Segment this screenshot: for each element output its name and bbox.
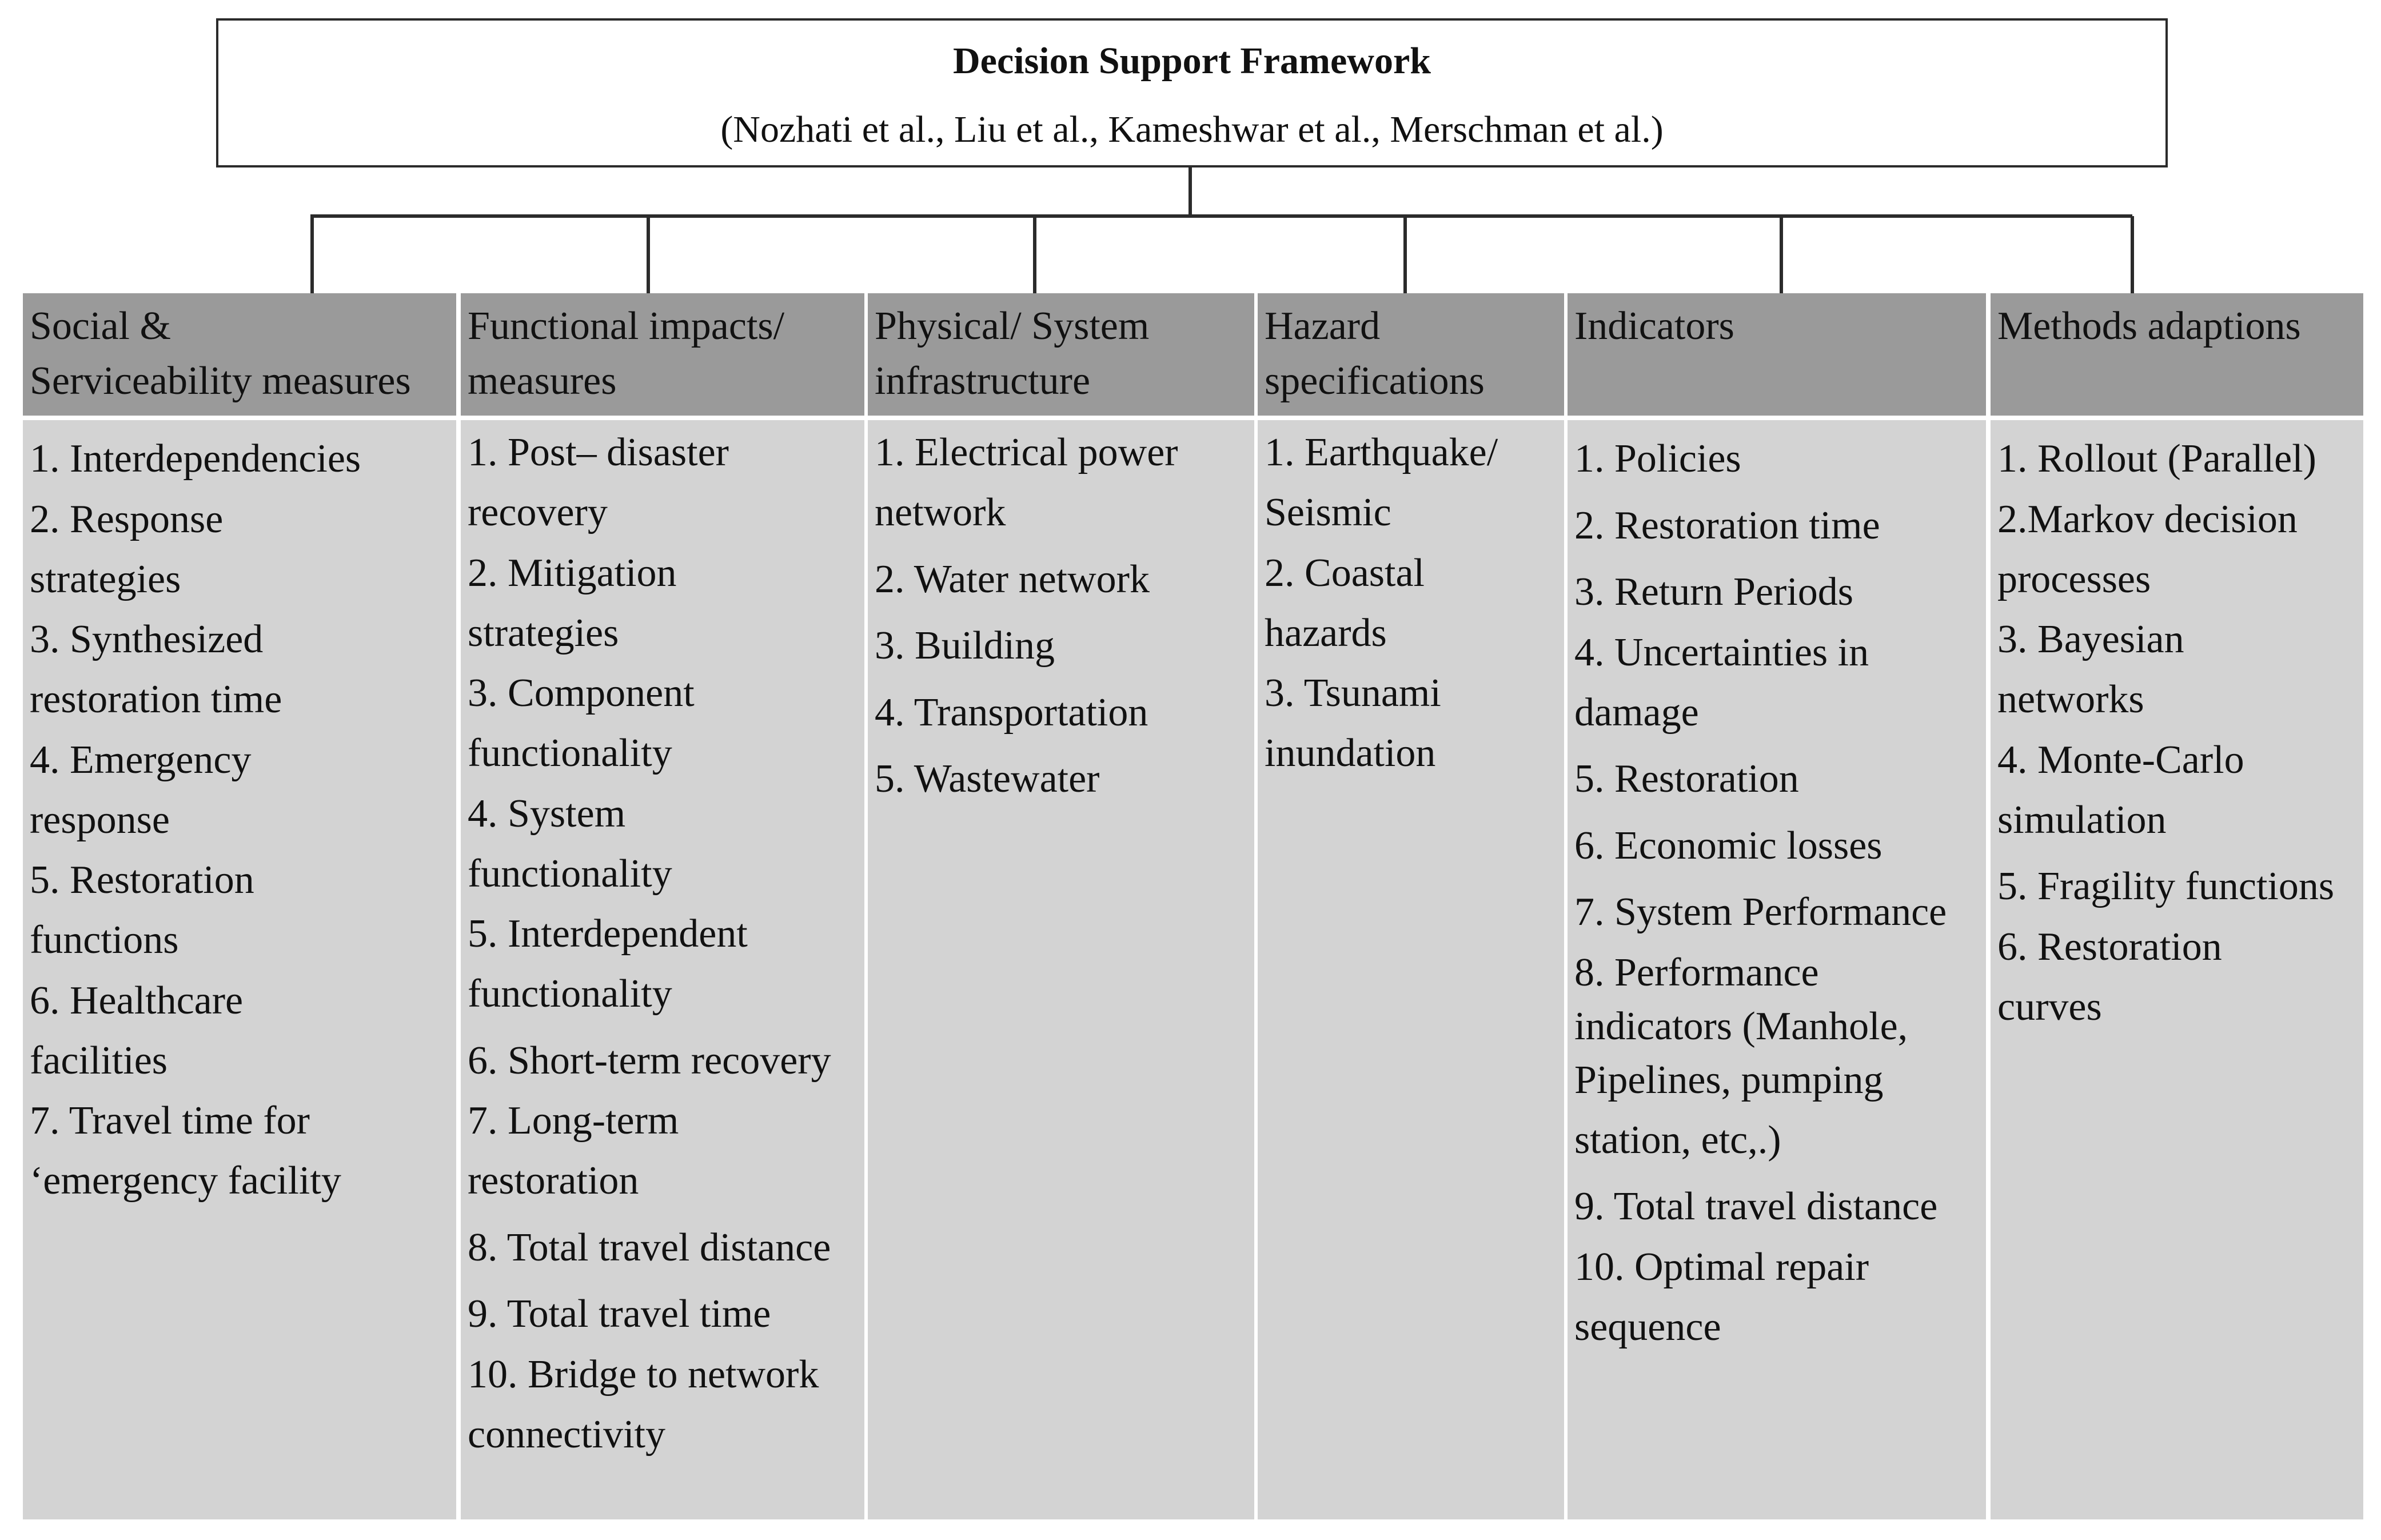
list-item-line: hazards <box>1265 611 1387 655</box>
connector-lines <box>0 0 2381 297</box>
column-header-line: Serviceability measures <box>30 359 411 403</box>
list-item-line: 5. Restoration <box>30 858 254 902</box>
framework-citation: (Nozhati et al., Liu et al., Kameshwar et al., Merschman et al.) <box>720 109 1664 150</box>
column-header <box>868 293 1254 416</box>
list-item-line: network <box>875 490 1006 534</box>
list-item-line: processes <box>1997 557 2151 601</box>
column-header-line: Hazard <box>1265 304 1381 348</box>
list-item-line: 4. System <box>468 791 626 836</box>
list-item-line: inundation <box>1265 731 1436 775</box>
list-item-line: 9. Total travel distance <box>1574 1184 1938 1228</box>
list-item-line: 10. Optimal repair <box>1574 1244 1869 1289</box>
list-item-line: 6. Restoration <box>1997 924 2222 969</box>
list-item-line: curves <box>1997 984 2102 1029</box>
column-header-line: Social & <box>30 304 171 348</box>
list-item-line: response <box>30 797 170 842</box>
list-item-line: 7. Long-term <box>468 1099 679 1143</box>
list-item-line: 9. Total travel time <box>468 1292 771 1336</box>
list-item-line: indicators (Manhole, <box>1574 1004 1908 1048</box>
column-header-line: measures <box>468 359 617 403</box>
list-item-line: Pipelines, pumping <box>1574 1058 1884 1102</box>
list-item-line: 8. Performance <box>1574 950 1819 995</box>
list-item-line: 2. Restoration time <box>1574 503 1880 548</box>
list-item-line: 8. Total travel distance <box>468 1225 831 1270</box>
list-item-line: 1. Post– disaster <box>468 430 729 474</box>
column-items <box>461 420 864 1519</box>
column-header <box>1258 293 1564 416</box>
list-item-line: strategies <box>468 611 619 655</box>
column-header <box>1568 293 1986 416</box>
list-item-line: ‘emergency facility <box>30 1159 341 1203</box>
column-items <box>1568 420 1986 1519</box>
list-item-line: 3. Return Periods <box>1574 570 1854 614</box>
column-header <box>461 293 864 416</box>
list-item-line: networks <box>1997 677 2144 721</box>
framework-title: Decision Support Framework <box>953 40 1431 82</box>
list-item-line: 1. Earthquake/ <box>1265 430 1498 474</box>
list-item-line: restoration <box>468 1159 639 1203</box>
list-item-line: simulation <box>1997 797 2167 842</box>
list-item-line: 10. Bridge to network <box>468 1352 819 1397</box>
list-item-line: 1. Rollout (Parallel) <box>1997 437 2316 481</box>
list-item-line: functionality <box>468 731 672 775</box>
list-item-line: 4. Transportation <box>875 690 1148 735</box>
list-item-line: 2. Response <box>30 497 224 541</box>
list-item-line: sequence <box>1574 1304 1721 1349</box>
list-item-line: station, etc,.) <box>1574 1118 1781 1162</box>
list-item-line: 4. Emergency <box>30 737 252 782</box>
list-item-line: damage <box>1574 690 1699 735</box>
list-item-line: functionality <box>468 851 672 896</box>
list-item-line: 4. Uncertainties in <box>1574 630 1869 675</box>
list-item-line: functionality <box>468 972 672 1016</box>
column-items <box>1991 420 2363 1519</box>
list-item-line: 3. Bayesian <box>1997 617 2184 661</box>
column-header <box>1991 293 2363 416</box>
column-header-line: Functional impacts/ <box>468 304 785 348</box>
list-item-line: 6. Healthcare <box>30 978 244 1023</box>
column-items <box>868 420 1254 1519</box>
list-item-line: recovery <box>468 490 608 534</box>
column-header-line: infrastructure <box>875 359 1091 403</box>
list-item-line: 1. Policies <box>1574 437 1741 481</box>
list-item-line: facilities <box>30 1038 168 1083</box>
list-item-line: 5. Restoration <box>1574 757 1799 801</box>
list-item-line: 5. Fragility functions <box>1997 864 2335 908</box>
column-items <box>23 420 456 1519</box>
list-item-line: Seismic <box>1265 490 1391 534</box>
list-item-line: 2. Water network <box>875 557 1150 601</box>
list-item-line: 7. Travel time for <box>30 1099 310 1143</box>
list-item-line: 1. Electrical power <box>875 430 1178 474</box>
list-item-line: 3. Component <box>468 671 695 715</box>
list-item-line: restoration time <box>30 677 282 721</box>
list-item-line: 3. Building <box>875 624 1055 668</box>
list-item-line: strategies <box>30 557 181 601</box>
list-item-line: 2. Mitigation <box>468 550 677 595</box>
list-item-line: connectivity <box>468 1412 666 1457</box>
column-items <box>1258 420 1564 1519</box>
list-item-line: 6. Short-term recovery <box>468 1038 831 1083</box>
list-item-line: 7. System Performance <box>1574 890 1947 934</box>
list-item-line: 2.Markov decision <box>1997 497 2298 541</box>
list-item-line: 4. Monte-Carlo <box>1997 737 2244 782</box>
list-item-line: 5. Wastewater <box>875 757 1100 801</box>
list-item-line: 1. Interdependencies <box>30 437 361 481</box>
column-header-line: Physical/ System <box>875 304 1150 348</box>
list-item-line: functions <box>30 918 179 962</box>
column-header-line: specifications <box>1265 359 1485 403</box>
column-header <box>23 293 456 416</box>
list-item-line: 3. Tsunami <box>1265 671 1441 715</box>
list-item-line: 6. Economic losses <box>1574 823 1883 868</box>
list-item-line: 5. Interdependent <box>468 912 748 956</box>
column-header-line: Indicators <box>1574 304 1734 348</box>
list-item-line: 3. Synthesized <box>30 617 264 661</box>
list-item-line: 2. Coastal <box>1265 550 1425 595</box>
column-header-line: Methods adaptions <box>1997 304 2301 348</box>
